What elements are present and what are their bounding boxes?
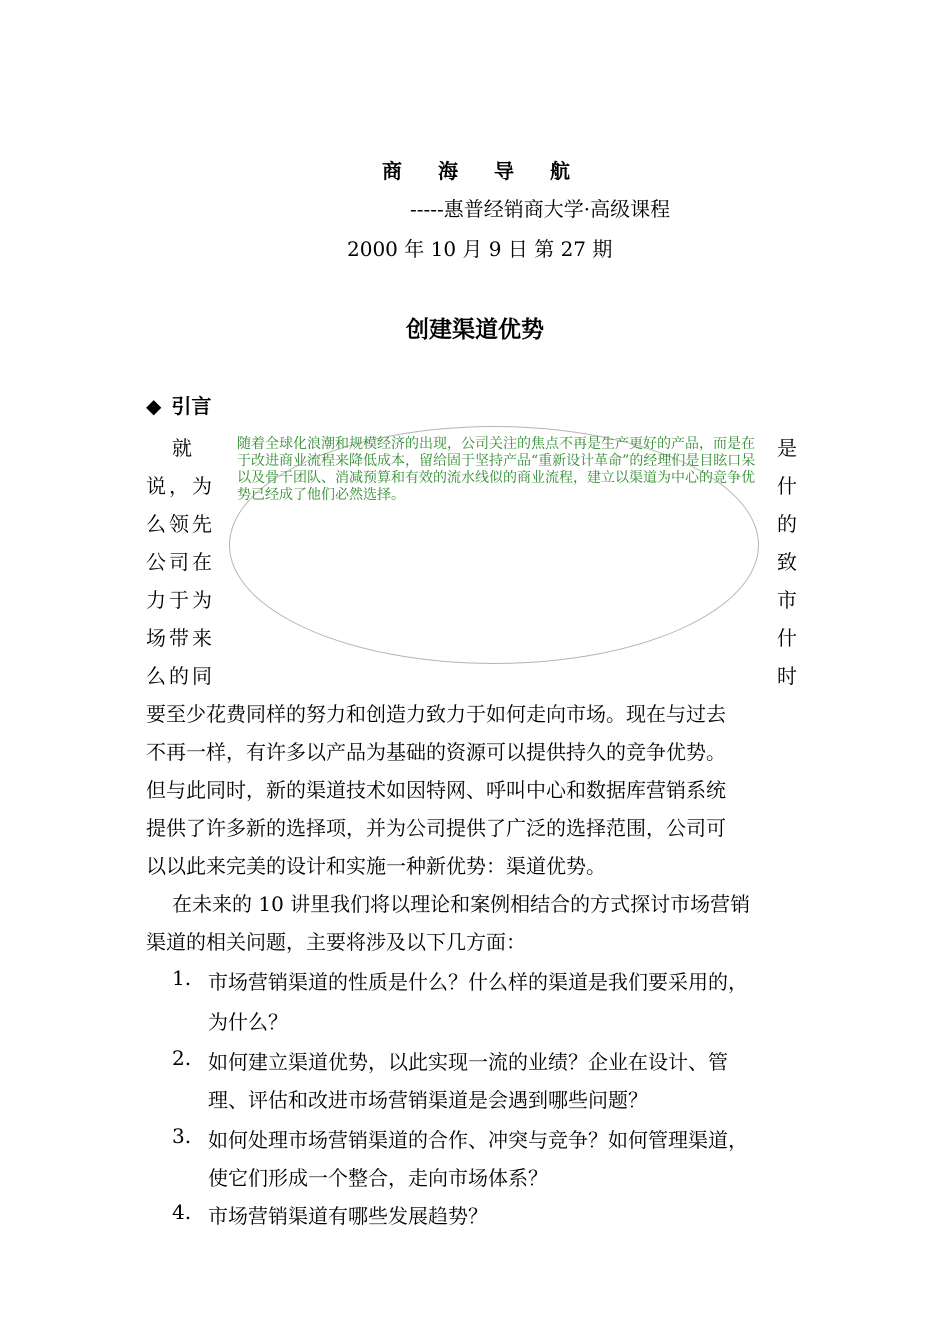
wrapped-text-right: 的	[777, 512, 797, 536]
list-number: 3.	[172, 1124, 192, 1148]
newsletter-title	[382, 155, 606, 184]
paragraph-line: 在未来的 10 讲里我们将以理论和案例相结合的方式探讨市场营销	[172, 892, 751, 916]
list-item-line: 为什么？	[208, 1010, 288, 1034]
section-heading	[146, 390, 211, 419]
title-char: 商	[382, 159, 402, 183]
title-char: 海	[438, 159, 458, 183]
paragraph-line: 但与此同时，新的渠道技术如因特网、呼叫中心和数据库营销系统	[146, 778, 726, 802]
issue-date: 2000 年 10 月 9 日 第 27 期	[347, 237, 613, 261]
paragraph-line: 要至少花费同样的努力和创造力致力于如何走向市场。现在与过去	[146, 702, 726, 726]
newsletter-subtitle: -----惠普经销商大学·高级课程	[410, 197, 671, 221]
wrapped-text-right: 是	[777, 436, 797, 460]
title-char: 导	[494, 159, 514, 183]
wrapped-text-right: 什	[777, 626, 797, 650]
wrapped-text-left: 场带来	[146, 626, 215, 650]
paragraph-line: 提供了许多新的选择项，并为公司提供了广泛的选择范围，公司可	[146, 816, 726, 840]
wrapped-text-left: 力于为	[146, 588, 215, 612]
list-number: 4.	[172, 1200, 192, 1224]
wrapped-text-left: 么领先	[146, 512, 215, 536]
list-number: 2.	[172, 1046, 192, 1070]
list-item-line: 市场营销渠道有哪些发展趋势？	[208, 1204, 488, 1228]
wrapped-text-right: 致	[777, 550, 797, 574]
list-item-line: 如何处理市场营销渠道的合作、冲突与竞争？如何管理渠道，	[208, 1128, 748, 1152]
callout-text: 随着全球化浪潮和规模经济的出现，公司关注的焦点不再是生产更好的产品，而是在于改进商业流程来降低成本，留给固于坚持产品“重新设计革命”的经理们是目眩口呆以及骨干团队、消减预算和有效的流水线似的商业流程，建立以渠道为中心的竞争优势已经成了他们必然选择。	[237, 436, 756, 503]
wrapped-text-right: 什	[777, 474, 797, 498]
wrapped-text-left: 说，为	[146, 474, 215, 498]
paragraph-line: 渠道的相关问题，主要将涉及以下几方面：	[146, 930, 526, 954]
article-title: 创建渠道优势	[406, 317, 544, 343]
paragraph-line: 不再一样，有许多以产品为基础的资源可以提供持久的竞争优势。	[146, 740, 726, 764]
paragraph-line: 以以此来完美的设计和实施一种新优势：渠道优势。	[146, 854, 606, 878]
list-item-line: 使它们形成一个整合，走向市场体系？	[208, 1166, 548, 1190]
diamond-bullet-icon: ◆	[146, 394, 162, 418]
list-item-line: 市场营销渠道的性质是什么？什么样的渠道是我们要采用的，	[208, 970, 748, 994]
wrapped-text-right: 时	[777, 664, 797, 688]
title-char: 航	[550, 159, 570, 183]
section-label: 引言	[171, 394, 212, 418]
wrapped-text-left: 公司在	[146, 550, 215, 574]
list-item-line: 如何建立渠道优势，以此实现一流的业绩？企业在设计、管	[208, 1050, 728, 1074]
list-item-line: 理、评估和改进市场营销渠道是会遇到哪些问题？	[208, 1088, 648, 1112]
wrapped-text-left: 么的同	[146, 664, 215, 688]
list-number: 1.	[172, 966, 192, 990]
wrapped-text-left: 就	[172, 436, 192, 460]
wrapped-text-right: 市	[777, 588, 797, 612]
